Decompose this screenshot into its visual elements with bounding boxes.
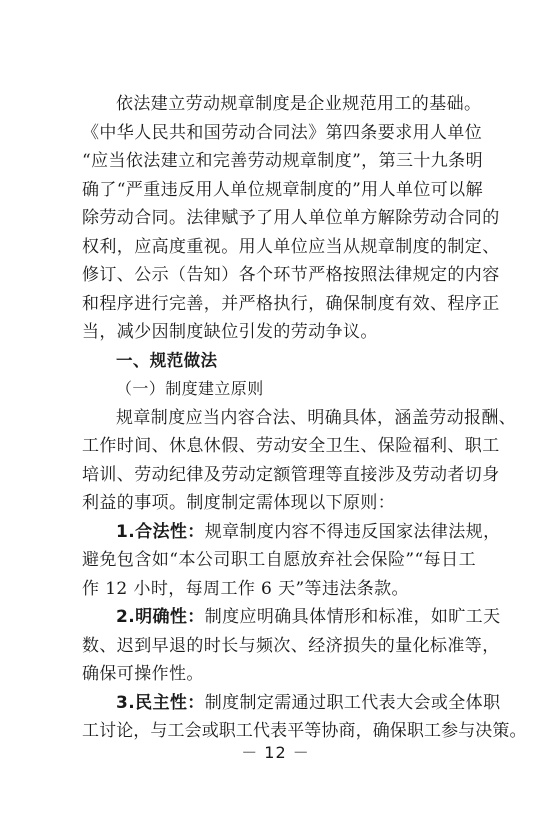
intro-line-3: “应当依法建立和完善劳动规章制度”，第三十九条明 (82, 151, 483, 171)
scope-line-1: 规章制度应当内容合法、明确具体，涵盖劳动报酬、 (116, 407, 517, 428)
principle-clarity (82, 603, 501, 632)
section-heading: 一、规范做法 (116, 350, 218, 370)
principle-label: 2.明确性： (116, 607, 205, 627)
principle-text: 制度制定需通过职工代表大会或全体职 (204, 692, 501, 713)
principle-clarity-line-3: 确保可操作性。 (82, 664, 204, 684)
scope-line-3: 培训、劳动纪律及劳动定额管理等直接涉及劳动者切身 (82, 464, 500, 485)
document-body (82, 90, 527, 746)
intro-line-6: 权利，应高度重视。用人单位应当从规章制度的制定、 (82, 236, 500, 257)
intro-line-2: 《中华人民共和国劳动合同法》第四条要求用人单位 (82, 122, 483, 143)
principle-text: 规章制度内容不得违反国家法律法规， (204, 521, 501, 542)
principle-legality (82, 518, 501, 547)
principle-label: 3.民主性： (116, 692, 205, 713)
intro-line-9: 当，减少因制度缺位引发的劳动争议。 (82, 322, 378, 342)
intro-line-1: 依法建立劳动规章制度是企业规范用工的基础。 (116, 94, 482, 114)
intro-line-4: 确了“严重违反用人单位规章制度的”用人单位可以解 (82, 179, 483, 200)
intro-line-7: 修订、公示（告知）各个环节严格按照法律规定的内容 (82, 265, 500, 285)
scope-line-2: 工作时间、休息休假、劳动安全卫生、保险福利、职工 (82, 436, 500, 456)
page-number: － 12 － (241, 743, 310, 762)
principle-clarity-line-2: 数、迟到早退的时长与频次、经济损失的量化标准等， (82, 635, 500, 656)
principle-democracy (82, 689, 501, 718)
principle-legality-line-2: 避免包含如“本公司职工自愿放弃社会保险”“每日工 (82, 550, 476, 570)
principle-text: 制度应明确具体情形和标准，如旷工天 (204, 607, 501, 627)
intro-line-8: 和程序进行完善，并严格执行，确保制度有效、程序正 (82, 293, 500, 314)
intro-line-5: 除劳动合同。法律赋予了用人单位单方解除劳动合同的 (82, 208, 500, 228)
scope-line-4: 利益的事项。制度制定需体现以下原则： (82, 493, 396, 513)
principle-democracy-line-2: 工讨论，与工会或职工代表平等协商，确保职工参与决策。 (82, 721, 527, 741)
principle-legality-line-3: 作 12 小时，每周工作 6 天”等违法条款。 (82, 578, 409, 599)
principle-label: 1.合法性： (116, 521, 205, 542)
subsection-heading: （一）制度建立原则 (116, 379, 264, 398)
